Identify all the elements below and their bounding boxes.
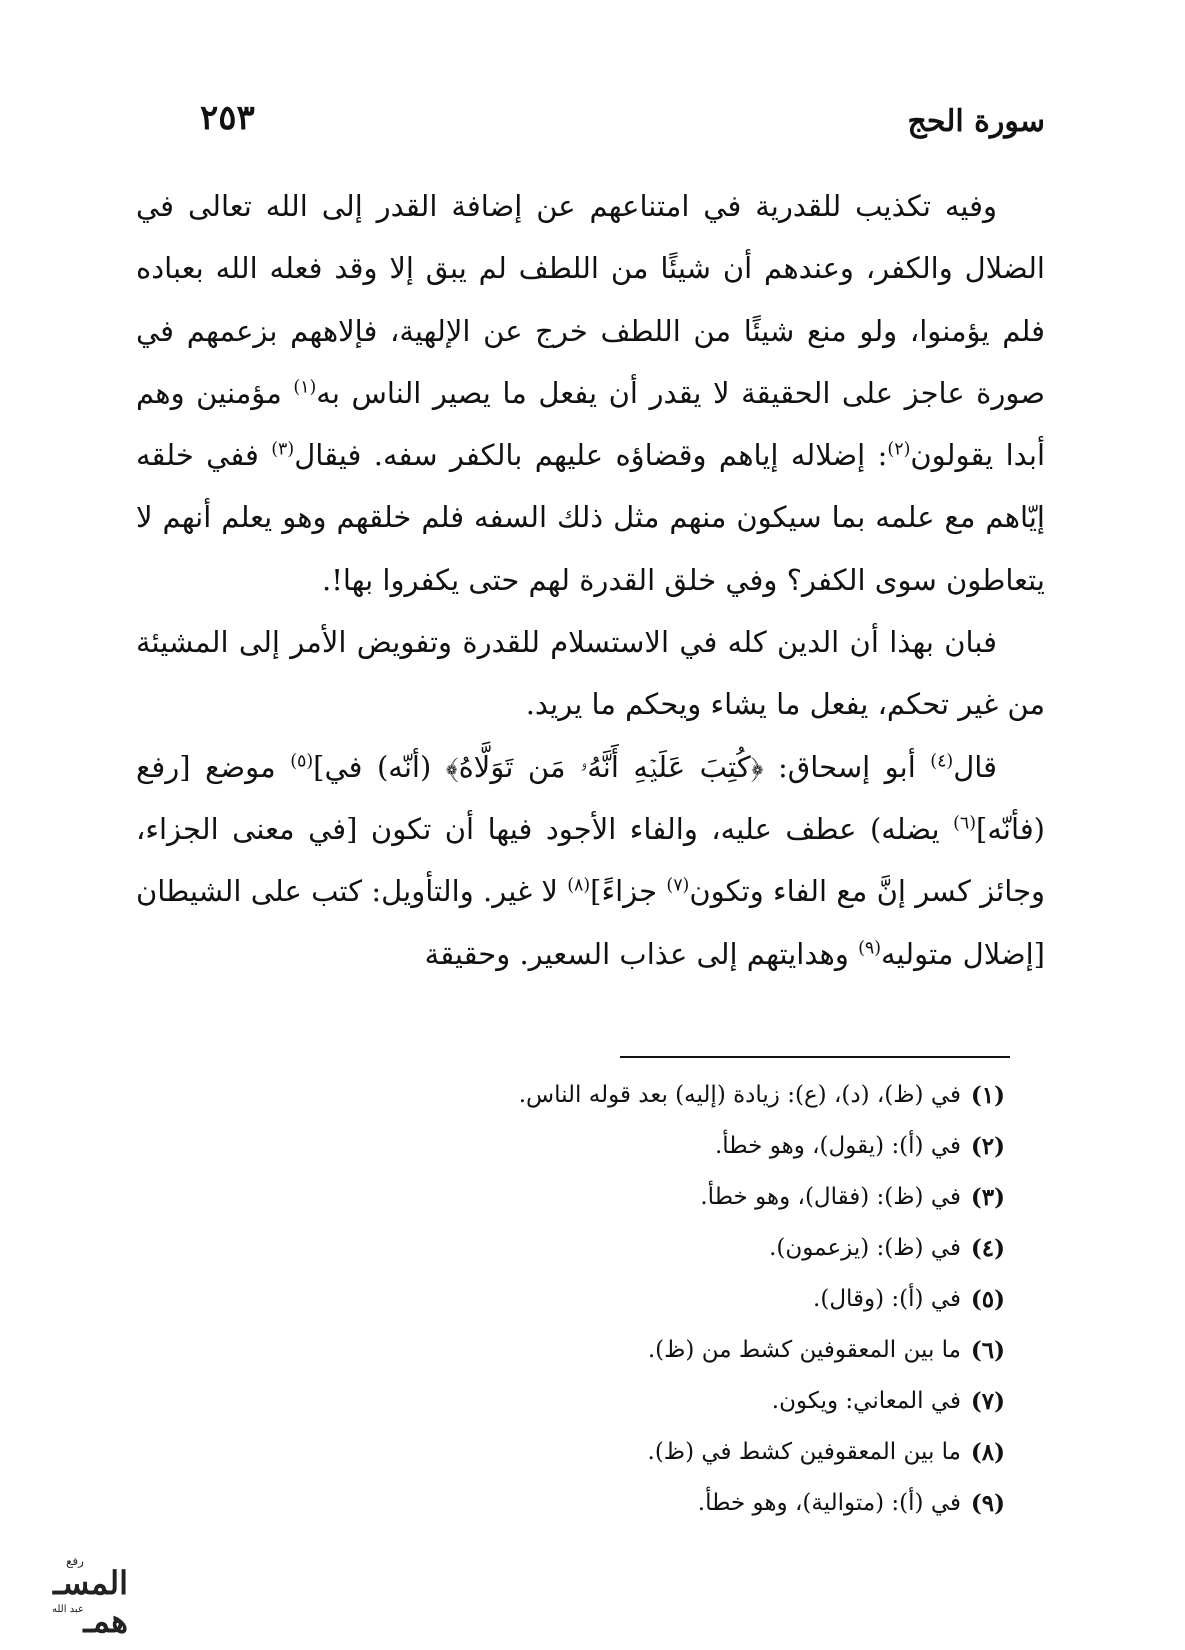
footnote xyxy=(250,1427,1005,1478)
footnote-text: ما بين المعقوفين كشط في (ظ). xyxy=(647,1439,961,1465)
footnote-number: (٥) xyxy=(970,1286,1005,1313)
footnote-number: (٤) xyxy=(970,1235,1005,1262)
footnote-text: في (أ): (يقول)، وهو خطأ. xyxy=(714,1133,961,1159)
library-stamp-logo xyxy=(18,1554,128,1640)
footnote-number: (٩) xyxy=(970,1490,1005,1517)
text-run: جزاءً] xyxy=(590,874,667,909)
footnote-ref: (١) xyxy=(293,377,317,398)
text-run: لا غير. والتأويل: كتب على الشيطان [إضلال متوليه xyxy=(136,874,1045,971)
footnote-ref: (٣) xyxy=(271,439,295,460)
footnote xyxy=(250,1478,1005,1529)
paragraph-3 xyxy=(136,736,1045,985)
footnote-text: في (ظ)، (د)، (ع): زيادة (إليه) بعد قوله الناس. xyxy=(518,1082,961,1108)
stamp-small-text: رفع xyxy=(66,1554,84,1568)
footnote-number: (٣) xyxy=(970,1184,1005,1211)
footnote xyxy=(250,1070,1005,1121)
text-run: (أنّه) في] xyxy=(313,749,446,784)
page-number: ٢٥٣ xyxy=(200,98,255,138)
quran-verse: ﴿كُتِبَ عَلَيۡهِ أَنَّهُۥ مَن تَوَلَّاهُ﴾ xyxy=(445,749,764,784)
stamp-main-text: المسـ همـ xyxy=(52,1564,128,1640)
page-header xyxy=(180,98,1045,148)
footnote xyxy=(250,1376,1005,1427)
footnote-number: (١) xyxy=(970,1082,1005,1109)
footnote-ref: (٤) xyxy=(930,751,954,772)
footnote-text: في (أ): (متوالية)، وهو خطأ. xyxy=(697,1490,961,1516)
footnote xyxy=(250,1121,1005,1172)
footnote-number: (٧) xyxy=(970,1388,1005,1415)
footnote-text: ما بين المعقوفين كشط من (ظ). xyxy=(647,1337,961,1363)
footnote-number: (٨) xyxy=(970,1439,1005,1466)
footnote-ref: (٦) xyxy=(953,813,977,834)
footnote-ref: (٨) xyxy=(567,875,591,896)
text-run: يضله) عطف عليه، والفاء الأجود فيها أن تكون [في معنى الجزاء، وجائز كسر إنَّ مع الفاء وتكون xyxy=(136,811,1046,909)
text-run: وفيه تكذيب للقدرية في امتناعهم عن إضافة القدر إلى الله تعالى في الضلال والكفر، وعندهم أن شيئًا من اللطف لم يبق إلا وقد فعله الله بعباده فلم يؤمنوا، ولو منع شيئًا من اللطف خرج عن الإلهية، فإلاههم بزعمهم في صورة عاجز على الحقيقة لا يقدر أن يفعل ما يصير الناس به xyxy=(136,189,1045,410)
footnote-ref: (٢) xyxy=(887,439,911,460)
text-run: وهدايتهم إلى عذاب السعير. وحقيقة xyxy=(424,936,859,971)
footnote-text: في (ظ): (فقال)، وهو خطأ. xyxy=(700,1184,961,1210)
footnote-ref: (٩) xyxy=(858,937,881,958)
footnote-text: في المعاني: ويكون. xyxy=(771,1388,961,1414)
footnote-ref: (٥) xyxy=(290,751,314,772)
paragraph-1 xyxy=(136,175,1045,611)
footnote xyxy=(250,1274,1005,1325)
footnote-number: (٢) xyxy=(970,1133,1005,1160)
footnote xyxy=(250,1172,1005,1223)
footnotes xyxy=(250,1070,1005,1529)
footnote-text: في (ظ): (يزعمون). xyxy=(769,1235,961,1261)
text-run: : إضلاله إياهم وقضاؤه عليهم بالكفر سفه. فيقال xyxy=(294,438,888,473)
text-run: ففي خلقه إيّاهم مع علمه بما سيكون منهم مثل ذلك السفه فلم خلقهم وهو يعلم أنهم لا يتعاطون سوى الكفر؟ وفي خلق القدرة لهم حتى يكفروا بها!. xyxy=(136,438,1045,597)
surah-title: سورة الحج xyxy=(907,104,1045,139)
footnote-number: (٦) xyxy=(970,1337,1005,1364)
footnote-divider xyxy=(620,1056,1010,1058)
stamp-bottom-text: عبد الله xyxy=(52,1604,84,1615)
text-run: موضع [رفع (فأنّه] xyxy=(136,749,1045,846)
footnote-text: في (أ): (وقال). xyxy=(813,1286,961,1312)
text-run: قال xyxy=(953,749,997,784)
footnote xyxy=(250,1325,1005,1376)
paragraph-2: فبان بهذا أن الدين كله في الاستسلام للقدرة وتفويض الأمر إلى المشيئة من غير تحكم، يفعل ما يشاء ويحكم ما يريد. xyxy=(136,625,1045,722)
footnote-ref: (٧) xyxy=(666,875,690,896)
text-run: أبو إسحاق: xyxy=(763,749,931,784)
text-run: مؤمنين وهم أبدا يقولون xyxy=(136,375,1046,473)
main-text xyxy=(136,175,1045,985)
footnote xyxy=(250,1223,1005,1274)
